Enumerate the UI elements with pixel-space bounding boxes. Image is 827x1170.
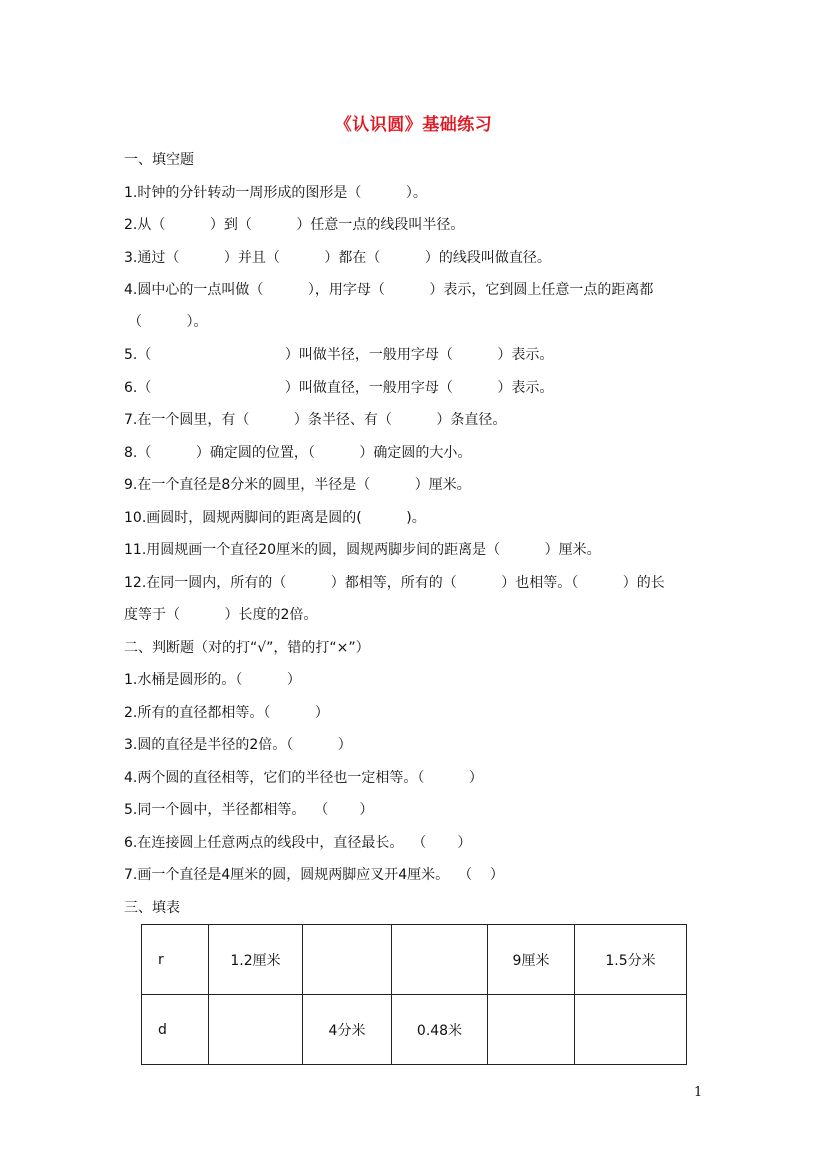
table-cell: 0.48米 [392,995,488,1065]
section-heading-fill-blank: 一、填空题 [124,152,194,168]
table-cell-label: d [142,995,209,1065]
page-number: 1 [694,1085,703,1100]
table-cell: 1.5分米 [575,925,687,995]
table-cell [392,925,488,995]
table-cell [303,925,392,995]
question-1-1: 1.时钟的分针转动一周形成的图形是（ ）。 [124,185,427,201]
question-1-12: 12.在同一圆内，所有的（ ）都相等，所有的（ ）也相等。（ ）的长 [124,575,665,591]
question-2-1: 1.水桶是圆形的。（ ） [124,672,301,688]
table-cell [575,995,687,1065]
question-1-6: 6.（ ）叫做直径，一般用字母（ ）表示。 [124,380,554,396]
radius-diameter-table [141,924,687,1065]
table-cell: 1.2厘米 [209,925,303,995]
question-2-7: 7.画一个直径是4厘米的圆，圆规两脚应叉开4厘米。 （ ） [124,867,504,883]
table-cell [209,995,303,1065]
question-2-3: 3.圆的直径是半径的2倍。（ ） [124,737,352,753]
section-heading-fill-table: 三、填表 [124,900,180,916]
table-row-r [142,925,687,995]
page-title: 《认识圆》基础练习 [334,115,493,135]
table-cell: 4分米 [303,995,392,1065]
question-1-3: 3.通过（ ）并且（ ）都在（ ）的线段叫做直径。 [124,250,551,266]
section-heading-true-false: 二、判断题（对的打“√”，错的打“×”） [124,640,370,656]
question-1-10: 10.画圆时，圆规两脚间的距离是圆的( )。 [124,510,426,526]
question-1-12-cont: 度等于（ ）长度的2倍。 [124,607,318,623]
question-2-6: 6.在连接圆上任意两点的线段中，直径最长。 （ ） [124,835,472,851]
question-1-9: 9.在一个直径是8分米的圆里，半径是（ ）厘米。 [124,477,471,493]
table-cell: 9厘米 [488,925,575,995]
question-1-4: 4.圆中心的一点叫做（ ），用字母（ ）表示，它到圆上任意一点的距离都 [124,282,654,298]
question-2-2: 2.所有的直径都相等。（ ） [124,705,329,721]
question-2-5: 5.同一个圆中，半径都相等。 （ ） [124,802,374,818]
table-cell [488,995,575,1065]
table-cell-label: r [142,925,209,995]
question-1-4-cont: （ ）。 [128,314,208,330]
question-1-8: 8.（ ）确定圆的位置，（ ）确定圆的大小。 [124,445,472,461]
question-2-4: 4.两个圆的直径相等，它们的半径也一定相等。（ ） [124,770,483,786]
question-1-11: 11.用圆规画一个直径20厘米的圆，圆规两脚步间的距离是（ ）厘米。 [124,542,601,558]
question-1-7: 7.在一个圆里，有（ ）条半径、有（ ）条直径。 [124,412,507,428]
question-1-2: 2.从（ ）到（ ）任意一点的线段叫半径。 [124,217,465,233]
question-1-5: 5.（ ）叫做半径，一般用字母（ ）表示。 [124,347,554,363]
table-row-d [142,995,687,1065]
